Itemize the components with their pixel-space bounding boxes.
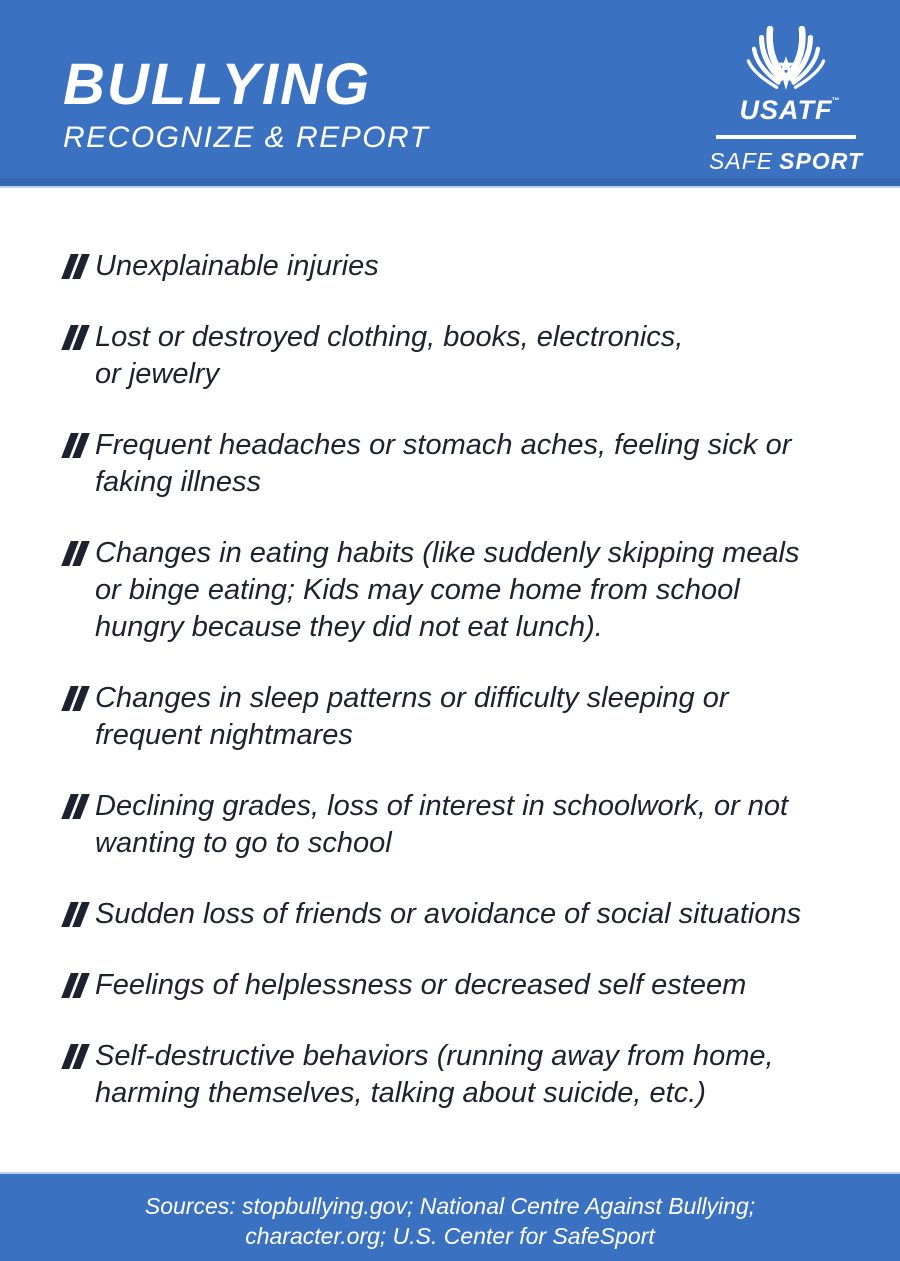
warning-sign-item: [63, 896, 870, 933]
warning-signs-list: [63, 248, 870, 1112]
warning-sign-text: Frequent headaches or stomach aches, feeling sick or faking illness: [95, 429, 792, 498]
warning-sign-item: [63, 319, 870, 393]
sources-line-2: character.org; U.S. Center for SafeSport: [245, 1223, 655, 1249]
warning-sign-text: Feelings of helplessness or decreased self esteem: [95, 969, 747, 1001]
usatf-wings-icon: [739, 26, 833, 96]
page-subtitle: RECOGNIZE & REPORT: [63, 121, 430, 154]
warning-sign-item: [63, 427, 870, 501]
warning-sign-item: [63, 535, 870, 646]
warning-signs-section: [0, 188, 900, 1172]
safesport-wordmark: [709, 150, 863, 173]
double-slash-bullet-icon: [63, 794, 89, 819]
double-slash-bullet-icon: [63, 541, 89, 566]
double-slash-bullet-icon: [63, 254, 89, 279]
page-title: BULLYING: [63, 52, 372, 117]
double-slash-bullet-icon: [63, 973, 89, 998]
warning-sign-text: Changes in sleep patterns or difficulty sleeping or frequent nightmares: [95, 682, 729, 751]
warning-sign-item: [63, 1038, 870, 1112]
sport-text: SPORT: [779, 148, 863, 174]
double-slash-bullet-icon: [63, 1044, 89, 1069]
title-block: [63, 52, 430, 154]
usatf-text: USATF: [739, 95, 833, 125]
double-slash-bullet-icon: [63, 686, 89, 711]
double-slash-bullet-icon: [63, 433, 89, 458]
footer-banner: [0, 1172, 900, 1261]
double-slash-bullet-icon: [63, 902, 89, 927]
warning-sign-item: [63, 967, 870, 1004]
warning-sign-text: Unexplainable injuries: [95, 250, 379, 282]
double-slash-bullet-icon: [63, 325, 89, 350]
trademark-mark: ™: [831, 96, 841, 105]
header-banner: [0, 0, 900, 188]
sources-line-1: Sources: stopbullying.gov; National Centre Against Bullying;: [144, 1193, 756, 1219]
warning-sign-item: [63, 680, 870, 754]
logo-divider: [716, 135, 856, 139]
usatf-wordmark: [739, 95, 841, 125]
safe-text: SAFE: [709, 148, 774, 174]
warning-sign-text: Self-destructive behaviors (running away from home, harming themselves, talking about suicide, etc.): [95, 1040, 774, 1109]
warning-sign-text: Declining grades, loss of interest in schoolwork, or not wanting to go to school: [95, 790, 789, 859]
warning-sign-text: Sudden loss of friends or avoidance of social situations: [95, 898, 802, 930]
warning-sign-text: Lost or destroyed clothing, books, electronics, or jewelry: [95, 321, 684, 390]
warning-sign-item: [63, 788, 870, 862]
warning-sign-item: [63, 248, 870, 285]
warning-sign-text: Changes in eating habits (like suddenly skipping meals or binge eating; Kids may come home from school hungry because they did not eat lunch).: [95, 537, 800, 643]
usatf-safesport-logo: [709, 26, 863, 174]
